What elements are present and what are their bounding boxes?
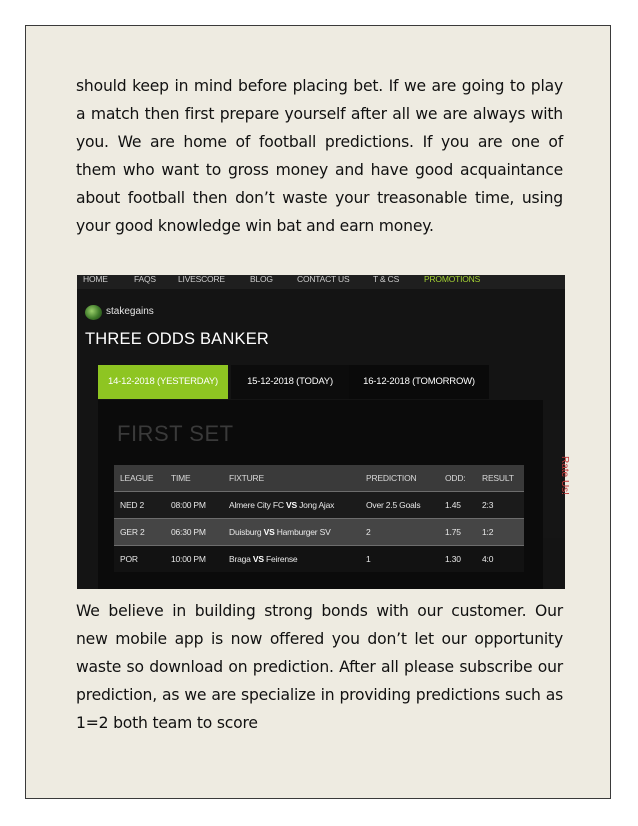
away-team: Jong Ajax	[299, 500, 335, 510]
cell-result: 1:2	[482, 527, 494, 537]
away-team: Feirense	[265, 554, 298, 564]
rate-us-tab	[543, 420, 570, 538]
away-team: Hamburger SV	[276, 527, 331, 537]
cell-fixture	[229, 546, 297, 572]
top-nav	[77, 275, 565, 289]
cell-fixture	[229, 519, 331, 545]
nav-contact-us: CONTACT US	[297, 274, 350, 284]
vs-label: VS	[286, 500, 297, 510]
cell-odd: 1.30	[445, 554, 461, 564]
predictions-table	[114, 465, 524, 572]
table-row	[114, 519, 524, 546]
cell-time: 08:00 PM	[171, 500, 206, 510]
table-header	[114, 465, 524, 492]
nav-faqs: FAQS	[134, 274, 156, 284]
cell-league: GER 2	[120, 527, 145, 537]
document-page	[25, 25, 611, 799]
logo-text: stakegains	[106, 306, 154, 317]
home-team: Duisburg	[229, 527, 262, 537]
cell-time: 10:00 PM	[171, 554, 206, 564]
cell-odd: 1.45	[445, 500, 461, 510]
home-team: Braga	[229, 554, 251, 564]
cell-fixture	[229, 492, 334, 518]
cell-result: 4:0	[482, 554, 494, 564]
stakegains-logo-icon	[85, 305, 102, 320]
home-team: Almere City FC	[229, 500, 284, 510]
cell-prediction: Over 2.5 Goals	[366, 500, 421, 510]
cell-result: 2:3	[482, 500, 494, 510]
nav-livescore: LIVESCORE	[178, 274, 225, 284]
header-odd: ODD:	[445, 473, 466, 483]
cell-odd: 1.75	[445, 527, 461, 537]
table-row	[114, 546, 524, 572]
header-fixture: FIXTURE	[229, 473, 264, 483]
tab-yesterday: 14-12-2018 (YESTERDAY)	[98, 365, 228, 399]
cell-prediction: 2	[366, 527, 371, 537]
page-heading: THREE ODDS BANKER	[85, 330, 270, 348]
cell-league: POR	[120, 554, 138, 564]
nav-blog: BLOG	[250, 274, 273, 284]
paragraph-bottom: We believe in building strong bonds with our customer. Our new mobile app is now offered you don’t let our opportunity waste so download on prediction. After all please subscribe our prediction, as we are specialize in providing predictions such as 1=2 both team to score	[76, 602, 563, 732]
header-league: LEAGUE	[120, 473, 154, 483]
vs-label: VS	[252, 554, 264, 564]
table-row	[114, 492, 524, 519]
embedded-website-screenshot	[77, 274, 570, 589]
tab-today: 15-12-2018 (TODAY)	[231, 365, 349, 399]
cell-prediction: 1	[366, 554, 371, 564]
cell-league: NED 2	[120, 500, 145, 510]
nav-promotions: PROMOTIONS	[424, 274, 481, 284]
section-title: FIRST SET	[117, 421, 234, 446]
rate-us-label: Rate Us!	[558, 456, 570, 495]
nav-home: HOME	[83, 274, 108, 284]
cell-time: 06:30 PM	[171, 527, 206, 537]
tab-tomorrow: 16-12-2018 (TOMORROW)	[349, 365, 489, 399]
header-time: TIME	[171, 473, 191, 483]
nav-terms: T & CS	[373, 274, 400, 284]
vs-label: VS	[263, 527, 275, 537]
header-result: RESULT	[482, 473, 514, 483]
header-prediction: PREDICTION	[366, 473, 417, 483]
paragraph-top: should keep in mind before placing bet. If we are going to play a match then first prepare yourself after all we are always with you. We are home of football predictions. If you are one of them who want to gross money and have good acquaintance about football then don’t waste your treasonable time, using your good knowledge win bat and earn money.	[76, 77, 563, 235]
